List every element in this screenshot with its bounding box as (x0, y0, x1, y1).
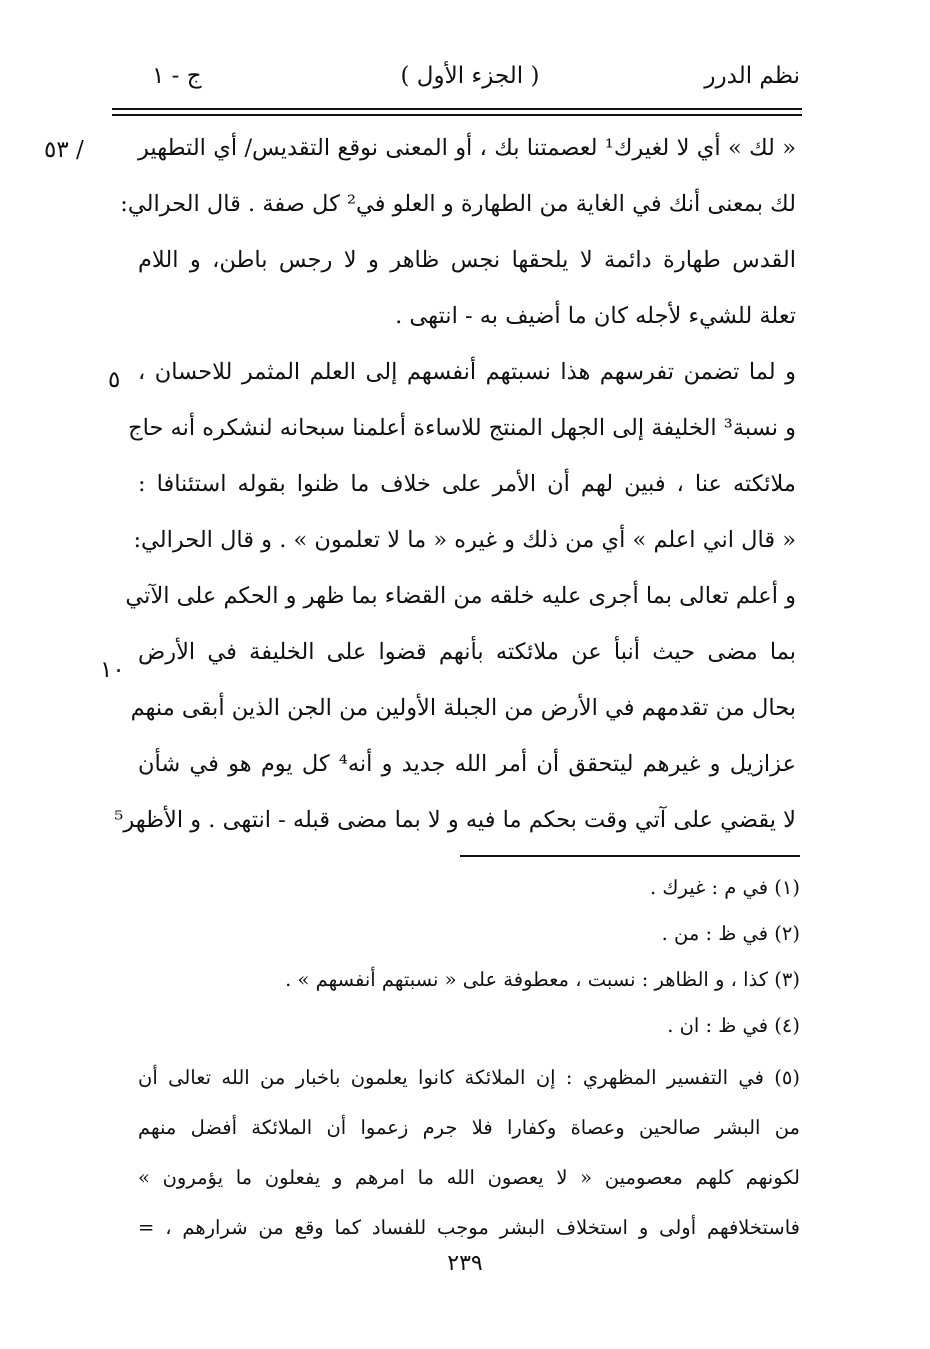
running-header (140, 56, 800, 100)
text-line: لك بمعنى أنك في الغاية من الطهارة و العلو في² كل صفة . قال الحرالي: (120, 191, 796, 217)
header-rule-top (112, 108, 802, 110)
footnote-separator (460, 855, 800, 857)
footnote-4: (٤) في ظ : ان . (667, 1014, 800, 1037)
footnote-5-line: (٥) في التفسير المظهري : إن الملائكة كانوا يعلمون باخبار من الله تعالى أن (138, 1066, 800, 1089)
footnote-2: (٢) في ظ : من . (661, 922, 800, 945)
header-part: ( الجزء الأول ) (400, 63, 540, 89)
text-line: بما مضى حيث أنبأ عن ملائكته بأنهم قضوا على الخليفة في الأرض (138, 639, 796, 665)
text-line: و لما تضمن تفرسهم هذا نسبتهم أنفسهم إلى العلم المثمر للاحسان ، (138, 359, 796, 385)
footnote-5-line: فاستخلافهم أولى و استخلاف البشر موجب للفساد كما وقع من شرارهم ، = (138, 1216, 800, 1239)
margin-page-reference: / ٥٣ (44, 137, 84, 163)
text-line: القدس طهارة دائمة لا يلحقها نجس ظاهر و لا رجس باطن، و اللام (138, 247, 796, 273)
header-book-title: نظم الدرر (704, 63, 800, 89)
main-text (114, 120, 796, 848)
text-line: عزازيل و غيرهم ليتحقق أن أمر الله جديد و أنه⁴ كل يوم هو في شأن (138, 751, 796, 777)
text-line: ملائكته عنا ، فبين لهم أن الأمر على خلاف ما ظنوا بقوله استئنافا : (138, 471, 796, 497)
text-line: بحال من تقدمهم في الأرض من الجبلة الأولين من الجن الذين أبقى منهم (130, 695, 796, 721)
margin-line-number-5: ٥ (108, 367, 121, 393)
text-line: و أعلم تعالى بما أجرى عليه خلقه من القضاء بما ظهر و الحكم على الآتي (125, 583, 796, 609)
header-volume: ج - ١ (152, 63, 202, 89)
footnote-5-line: لكونهم كلهم معصومين « لا يعصون الله ما امرهم و يفعلون ما يؤمرون » (138, 1166, 800, 1189)
header-rule-bottom (112, 114, 802, 116)
footnote-3: (٣) كذا ، و الظاهر : نسبت ، معطوفة على « نسبتهم أنفسهم » . (285, 968, 800, 991)
text-line: تعلة للشيء لأجله كان ما أضيف به - انتهى . (395, 303, 796, 329)
footnote-1: (١) في م : غيرك . (649, 876, 800, 899)
page-number: ٢٣٩ (447, 1251, 483, 1276)
footnote-5-line: من البشر صالحين وعصاة وكفارا فلا جرم زعموا أن الملائكة أفضل منهم (138, 1116, 800, 1139)
text-line: و نسبة³ الخليفة إلى الجهل المنتج للاساءة أعلمنا سبحانه لنشكره أنه حاج (128, 415, 796, 441)
footnotes (138, 865, 800, 1253)
margin-line-number-10: ١٠ (100, 657, 125, 683)
text-line: لا يقضي على آتي وقت بحكم ما فيه و لا بما مضى قبله - انتهى . و الأظهر⁵ (114, 807, 796, 833)
text-line: « قال اني اعلم » أي من ذلك و غيره « ما لا تعلمون » . و قال الحرالي: (133, 527, 796, 553)
text-line: « لك » أي لا لغيرك¹ لعصمتنا بك ، أو المعنى نوقع التقديس/ أي التطهير (138, 135, 796, 161)
